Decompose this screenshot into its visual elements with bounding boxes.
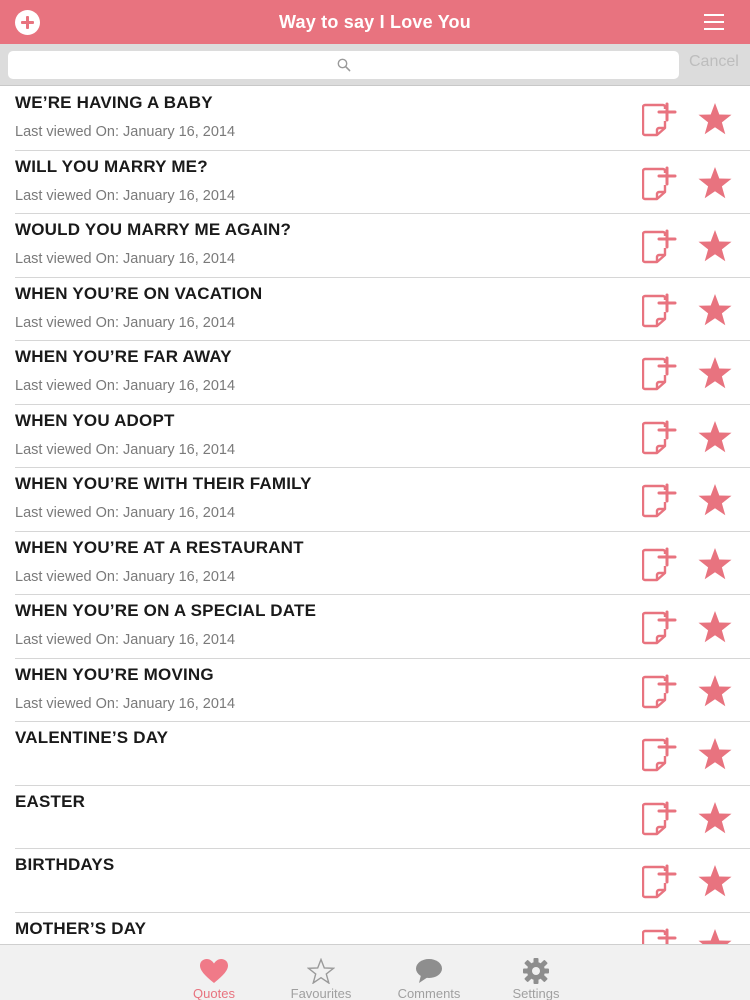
tab-label: Favourites [290,986,352,1000]
item-last-viewed: Last viewed On: January 16, 2014 [15,441,236,458]
add-note-icon[interactable] [642,546,680,582]
tab-label: Comments [397,986,461,1000]
item-title: WHEN YOU ADOPT [15,410,175,430]
favourite-star-icon[interactable] [697,483,733,517]
favourite-star-icon[interactable] [697,547,733,581]
tab-bar [0,944,750,1000]
nav-bar [0,0,750,44]
item-last-viewed: Last viewed On: January 16, 2014 [15,695,236,712]
item-title: WOULD YOU MARRY ME AGAIN? [15,220,292,239]
hamburger-line [704,28,724,30]
list-item[interactable] [15,595,750,659]
tab-label: Quotes [193,986,235,1000]
favourite-star-icon[interactable] [697,166,733,200]
add-note-icon[interactable] [642,419,680,455]
gear-icon [521,958,551,984]
quotes-list[interactable] [0,87,750,944]
search-input[interactable] [8,51,679,79]
item-last-viewed: Last viewed On: January 16, 2014 [15,632,236,648]
list-item[interactable] [15,341,750,405]
cancel-button[interactable]: Cancel [689,53,739,70]
item-title: WHEN YOU’RE AT A RESTAURANT [15,537,304,557]
item-title: WHEN YOU’RE WITH THEIR FAMILY [15,474,312,493]
favourite-star-icon[interactable] [697,928,733,945]
item-last-viewed: Last viewed On: January 16, 2014 [15,314,236,331]
tab-quotes[interactable] [174,945,254,1000]
favourite-star-icon[interactable] [697,420,733,454]
tab-favourites[interactable] [281,945,361,1000]
item-last-viewed: Last viewed On: January 16, 2014 [15,378,236,394]
item-last-viewed: Last viewed On: January 16, 2014 [15,124,236,140]
list-item[interactable] [15,214,750,278]
add-note-icon[interactable] [642,800,680,836]
favourite-star-icon[interactable] [697,610,733,644]
favourite-star-icon[interactable] [697,801,733,835]
list-item[interactable] [15,278,750,342]
star-outline-icon [306,958,336,984]
add-note-icon[interactable] [642,482,680,518]
add-note-icon[interactable] [642,736,680,772]
add-note-icon[interactable] [642,673,680,709]
speech-bubble-icon [414,958,444,984]
item-title: BIRTHDAYS [15,855,115,874]
item-title: WHEN YOU’RE ON A SPECIAL DATE [15,601,317,620]
item-last-viewed: Last viewed On: January 16, 2014 [15,187,236,204]
search-bar [0,44,750,86]
add-note-icon[interactable] [642,228,680,264]
item-last-viewed: Last viewed On: January 16, 2014 [15,505,236,521]
add-note-icon[interactable] [642,609,680,645]
item-title: WE’RE HAVING A BABY [15,93,213,112]
list-item[interactable] [15,405,750,469]
list-item[interactable] [15,532,750,596]
add-note-icon[interactable] [642,355,680,391]
item-title: WHEN YOU’RE ON VACATION [15,283,263,303]
favourite-star-icon[interactable] [697,229,733,263]
item-title: VALENTINE’S DAY [15,728,169,747]
item-title: WHEN YOU’RE MOVING [15,664,214,684]
add-note-icon[interactable] [642,165,680,201]
add-note-icon[interactable] [642,292,680,328]
hamburger-icon [704,14,724,16]
list-item[interactable] [15,659,750,723]
tab-label: Settings [512,986,560,1000]
item-title: EASTER [15,791,86,811]
favourite-star-icon[interactable] [697,102,733,136]
hamburger-line [704,21,724,23]
heart-icon [199,958,229,984]
add-quote-button[interactable] [15,10,40,35]
add-note-icon[interactable] [642,863,680,899]
list-item[interactable] [15,849,750,913]
list-item[interactable] [15,786,750,850]
tab-comments[interactable] [389,945,469,1000]
add-note-icon[interactable] [642,927,680,945]
add-note-icon[interactable] [642,101,680,137]
favourite-star-icon[interactable] [697,674,733,708]
item-title: WILL YOU MARRY ME? [15,156,208,176]
list-item[interactable] [15,151,750,215]
list-item[interactable] [15,468,750,532]
favourite-star-icon[interactable] [697,293,733,327]
favourite-star-icon[interactable] [697,356,733,390]
list-item[interactable] [15,722,750,786]
item-title: WHEN YOU’RE FAR AWAY [15,347,232,366]
menu-button[interactable] [704,14,724,30]
item-title: MOTHER’S DAY [15,918,147,938]
item-last-viewed: Last viewed On: January 16, 2014 [15,251,236,267]
list-item[interactable] [15,87,750,151]
favourite-star-icon[interactable] [697,864,733,898]
tab-settings[interactable] [496,945,576,1000]
search-field-container[interactable] [8,51,679,79]
page-title: Way to say I Love You [279,11,471,32]
list-item[interactable] [15,913,750,945]
item-last-viewed: Last viewed On: January 16, 2014 [15,568,236,585]
favourite-star-icon[interactable] [697,737,733,771]
